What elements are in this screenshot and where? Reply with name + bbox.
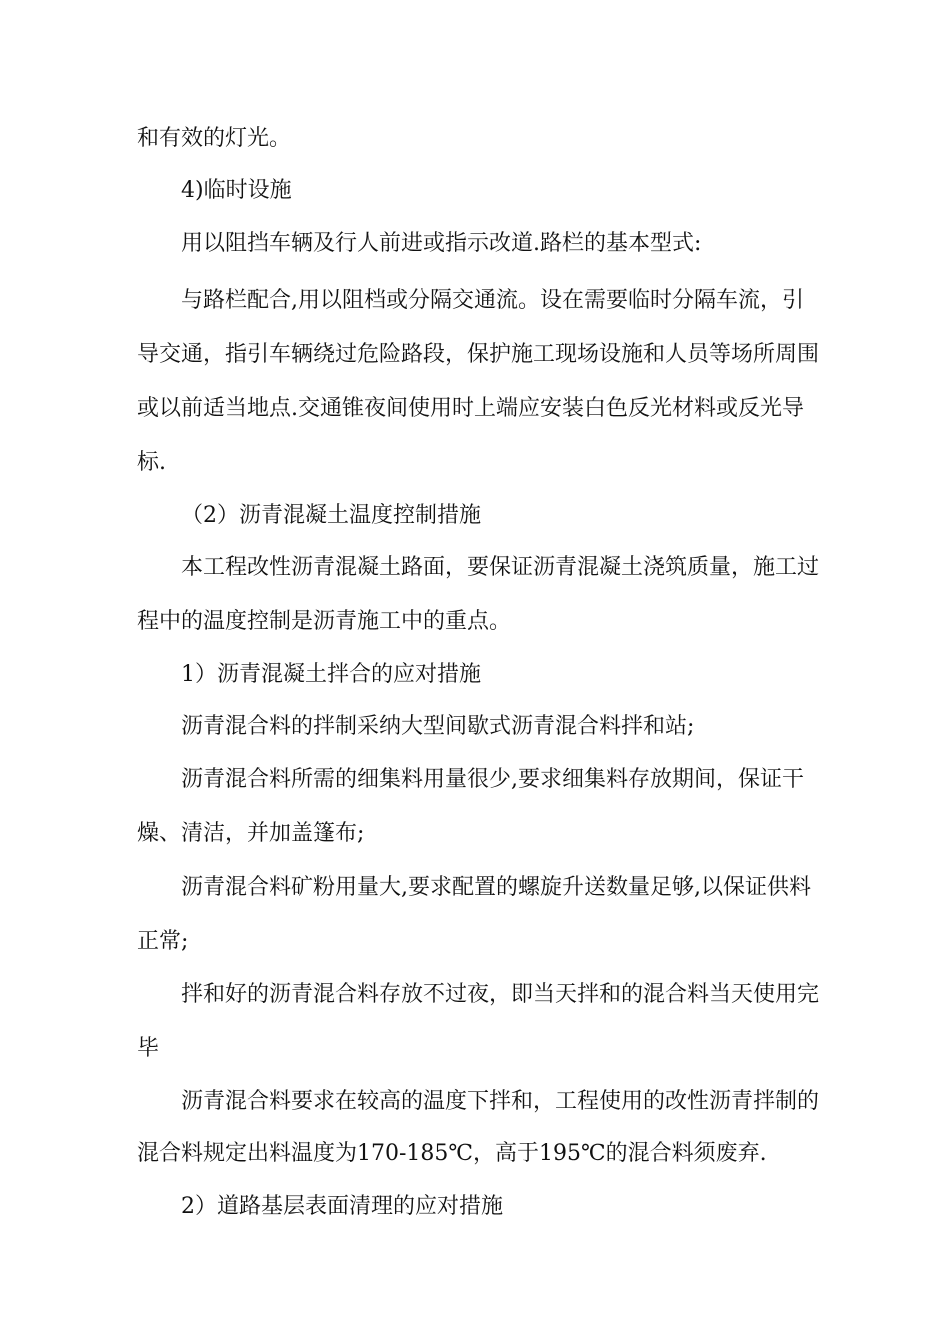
text-line-continuation: 和有效的灯光。	[137, 126, 292, 151]
paragraph-line: 拌和好的沥青混合料存放不过夜，即当天拌和的混合料当天使用完	[181, 982, 820, 1007]
paragraph-line: 混合料规定出料温度为170-185℃，高于195℃的混合料须废弃.	[137, 1141, 767, 1166]
subheading-base-cleaning-measures: 2）道路基层表面清理的应对措施	[181, 1194, 503, 1219]
section-heading-temperature-control: （2）沥青混凝土温度控制措施	[181, 503, 481, 528]
paragraph-line: 程中的温度控制是沥青施工中的重点。	[137, 609, 512, 634]
paragraph-line: 沥青混合料要求在较高的温度下拌和，工程使用的改性沥青拌制的	[181, 1089, 820, 1114]
paragraph-line: 用以阻挡车辆及行人前进或指示改道.路栏的基本型式:	[181, 231, 702, 256]
paragraph-line: 正常;	[137, 929, 189, 954]
subheading-mixing-measures: 1）沥青混凝土拌合的应对措施	[181, 662, 481, 687]
paragraph-line: 导交通，指引车辆绕过危险路段，保护施工现场设施和人员等场所周围	[137, 342, 820, 367]
paragraph-line: 燥、清洁，并加盖篷布;	[137, 821, 365, 846]
paragraph-line: 与路栏配合,用以阻档或分隔交通流。设在需要临时分隔车流，引	[181, 288, 804, 313]
paragraph-line: 或以前适当地点.交通锥夜间使用时上端应安装白色反光材料或反光导	[137, 396, 804, 421]
paragraph-line: 本工程改性沥青混凝土路面，要保证沥青混凝土浇筑质量，施工过	[181, 555, 820, 580]
paragraph-line: 沥青混合料矿粉用量大,要求配置的螺旋升送数量足够,以保证供料	[181, 875, 811, 900]
paragraph-line: 沥青混合料所需的细集料用量很少,要求细集料存放期间，保证干	[181, 767, 804, 792]
paragraph-line: 沥青混合料的拌制采纳大型间歇式沥青混合料拌和站;	[181, 714, 695, 739]
paragraph-line: 标.	[137, 450, 166, 475]
paragraph-line: 毕	[137, 1036, 160, 1061]
subheading-temporary-facilities: 4)临时设施	[181, 178, 292, 203]
